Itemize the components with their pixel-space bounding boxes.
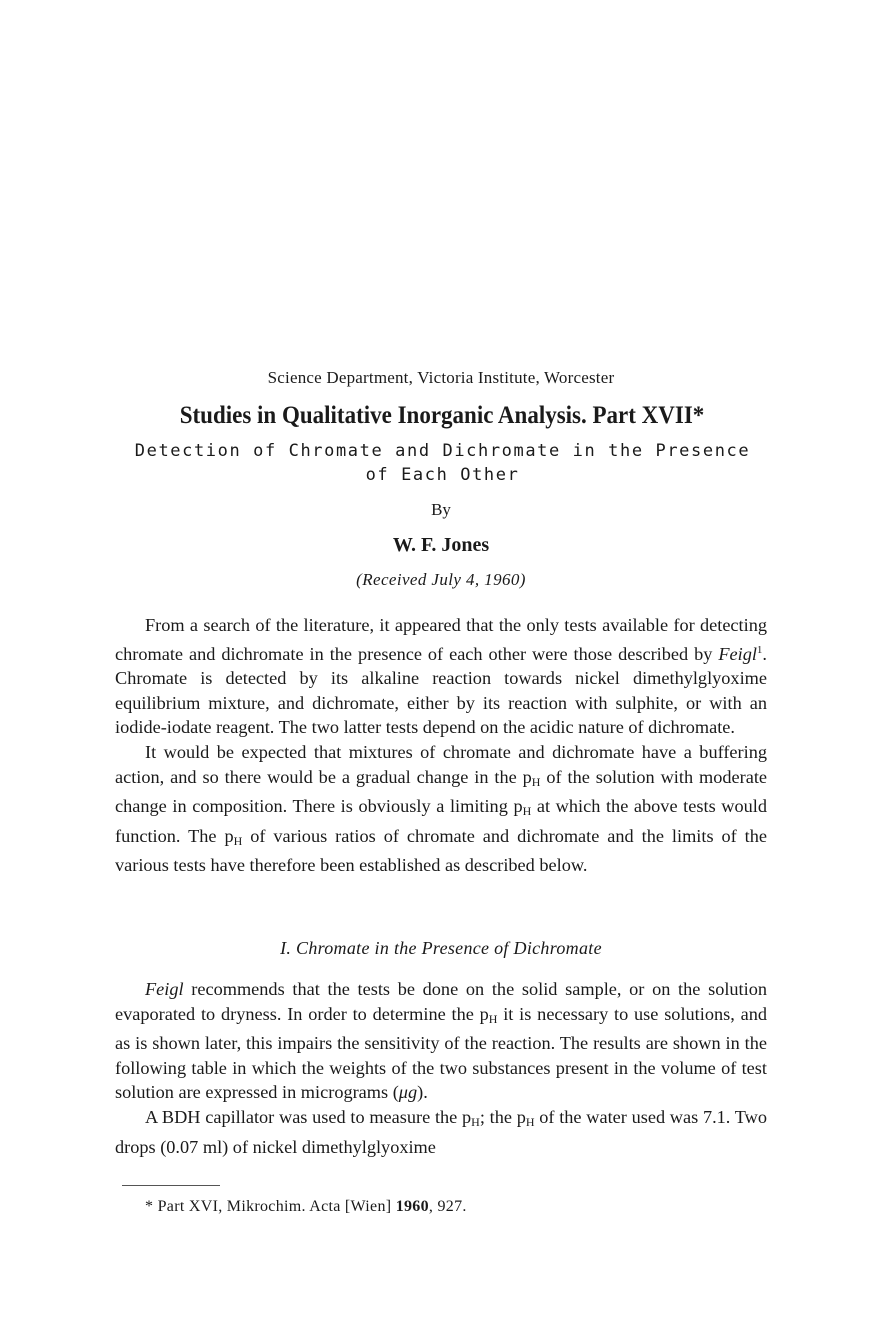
- paragraph-1: From a search of the literature, it appeared that the only tests available for detecting chromate and dichromate in the presence of each other were those described by Feigl$^1$. Chromate is detected by its alkaline reaction towards nickel dimethylglyoxime equilibrium mixture, and dichromate, either by its reaction with sulphite, or with an iodide-iodate reagent. The two latter tests depend on the acidic nature of dichromate.: [115, 615, 767, 738]
- section-1-body: [115, 977, 767, 1159]
- received-date: (Received July 4, 1960): [356, 570, 526, 589]
- paragraph-2: It would be expected that mixtures of chromate and dichromate have a buffering action, and so there would be a gradual change in the $p_H$ of the solution with moderate change in composition. There is obviously a limiting $p_H$ at which the above tests would function. The $p_H$ of various ratios of chromate and dichromate and the limits of the various tests have therefore been established as described below.: [115, 741, 768, 876]
- paragraph-4: A BDH capillator was used to measure the $p_H$; the $p_H$ of the water used was 7.1. Two drops (0.07 ml) of nickel dimethylglyoxime: [115, 1106, 768, 1157]
- footnote-divider: [122, 1185, 220, 1186]
- footnote: * Part XVI, Mikrochim. Acta [Wien] 1960, 927.: [145, 1198, 467, 1215]
- affiliation: Science Department, Victoria Institute, Worcester: [267, 368, 615, 387]
- author-citation: Feigl: [145, 979, 184, 999]
- reference-marker: 1: [756, 643, 763, 656]
- author-name: W. F. Jones: [392, 534, 490, 556]
- author-citation: Feigl: [718, 643, 757, 664]
- article-subtitle: [110, 439, 775, 487]
- byline-label: By: [431, 500, 451, 519]
- subtitle-line-1: Detection of Chromate and Dichromate in the Presence: [134, 441, 751, 461]
- section-heading: I. Chromate in the Presence of Dichromate: [280, 938, 602, 958]
- subtitle-line-2: of Each Other: [365, 465, 520, 485]
- article-title: Studies in Qualitative Inorganic Analysis. Part XVII*: [179, 402, 705, 429]
- intro-section: [115, 613, 767, 878]
- paragraph-3: Feigl recommends that the tests be done on the solid sample, or on the solution evaporated to dryness. In order to determine the $p_H$ it is necessary to use solutions, and as is shown later, this impairs the sensitivity of the reaction. The results are shown in the following table in which the weights of the two substances present in the volume of test solution are expressed in micrograms (μg).: [115, 979, 767, 1103]
